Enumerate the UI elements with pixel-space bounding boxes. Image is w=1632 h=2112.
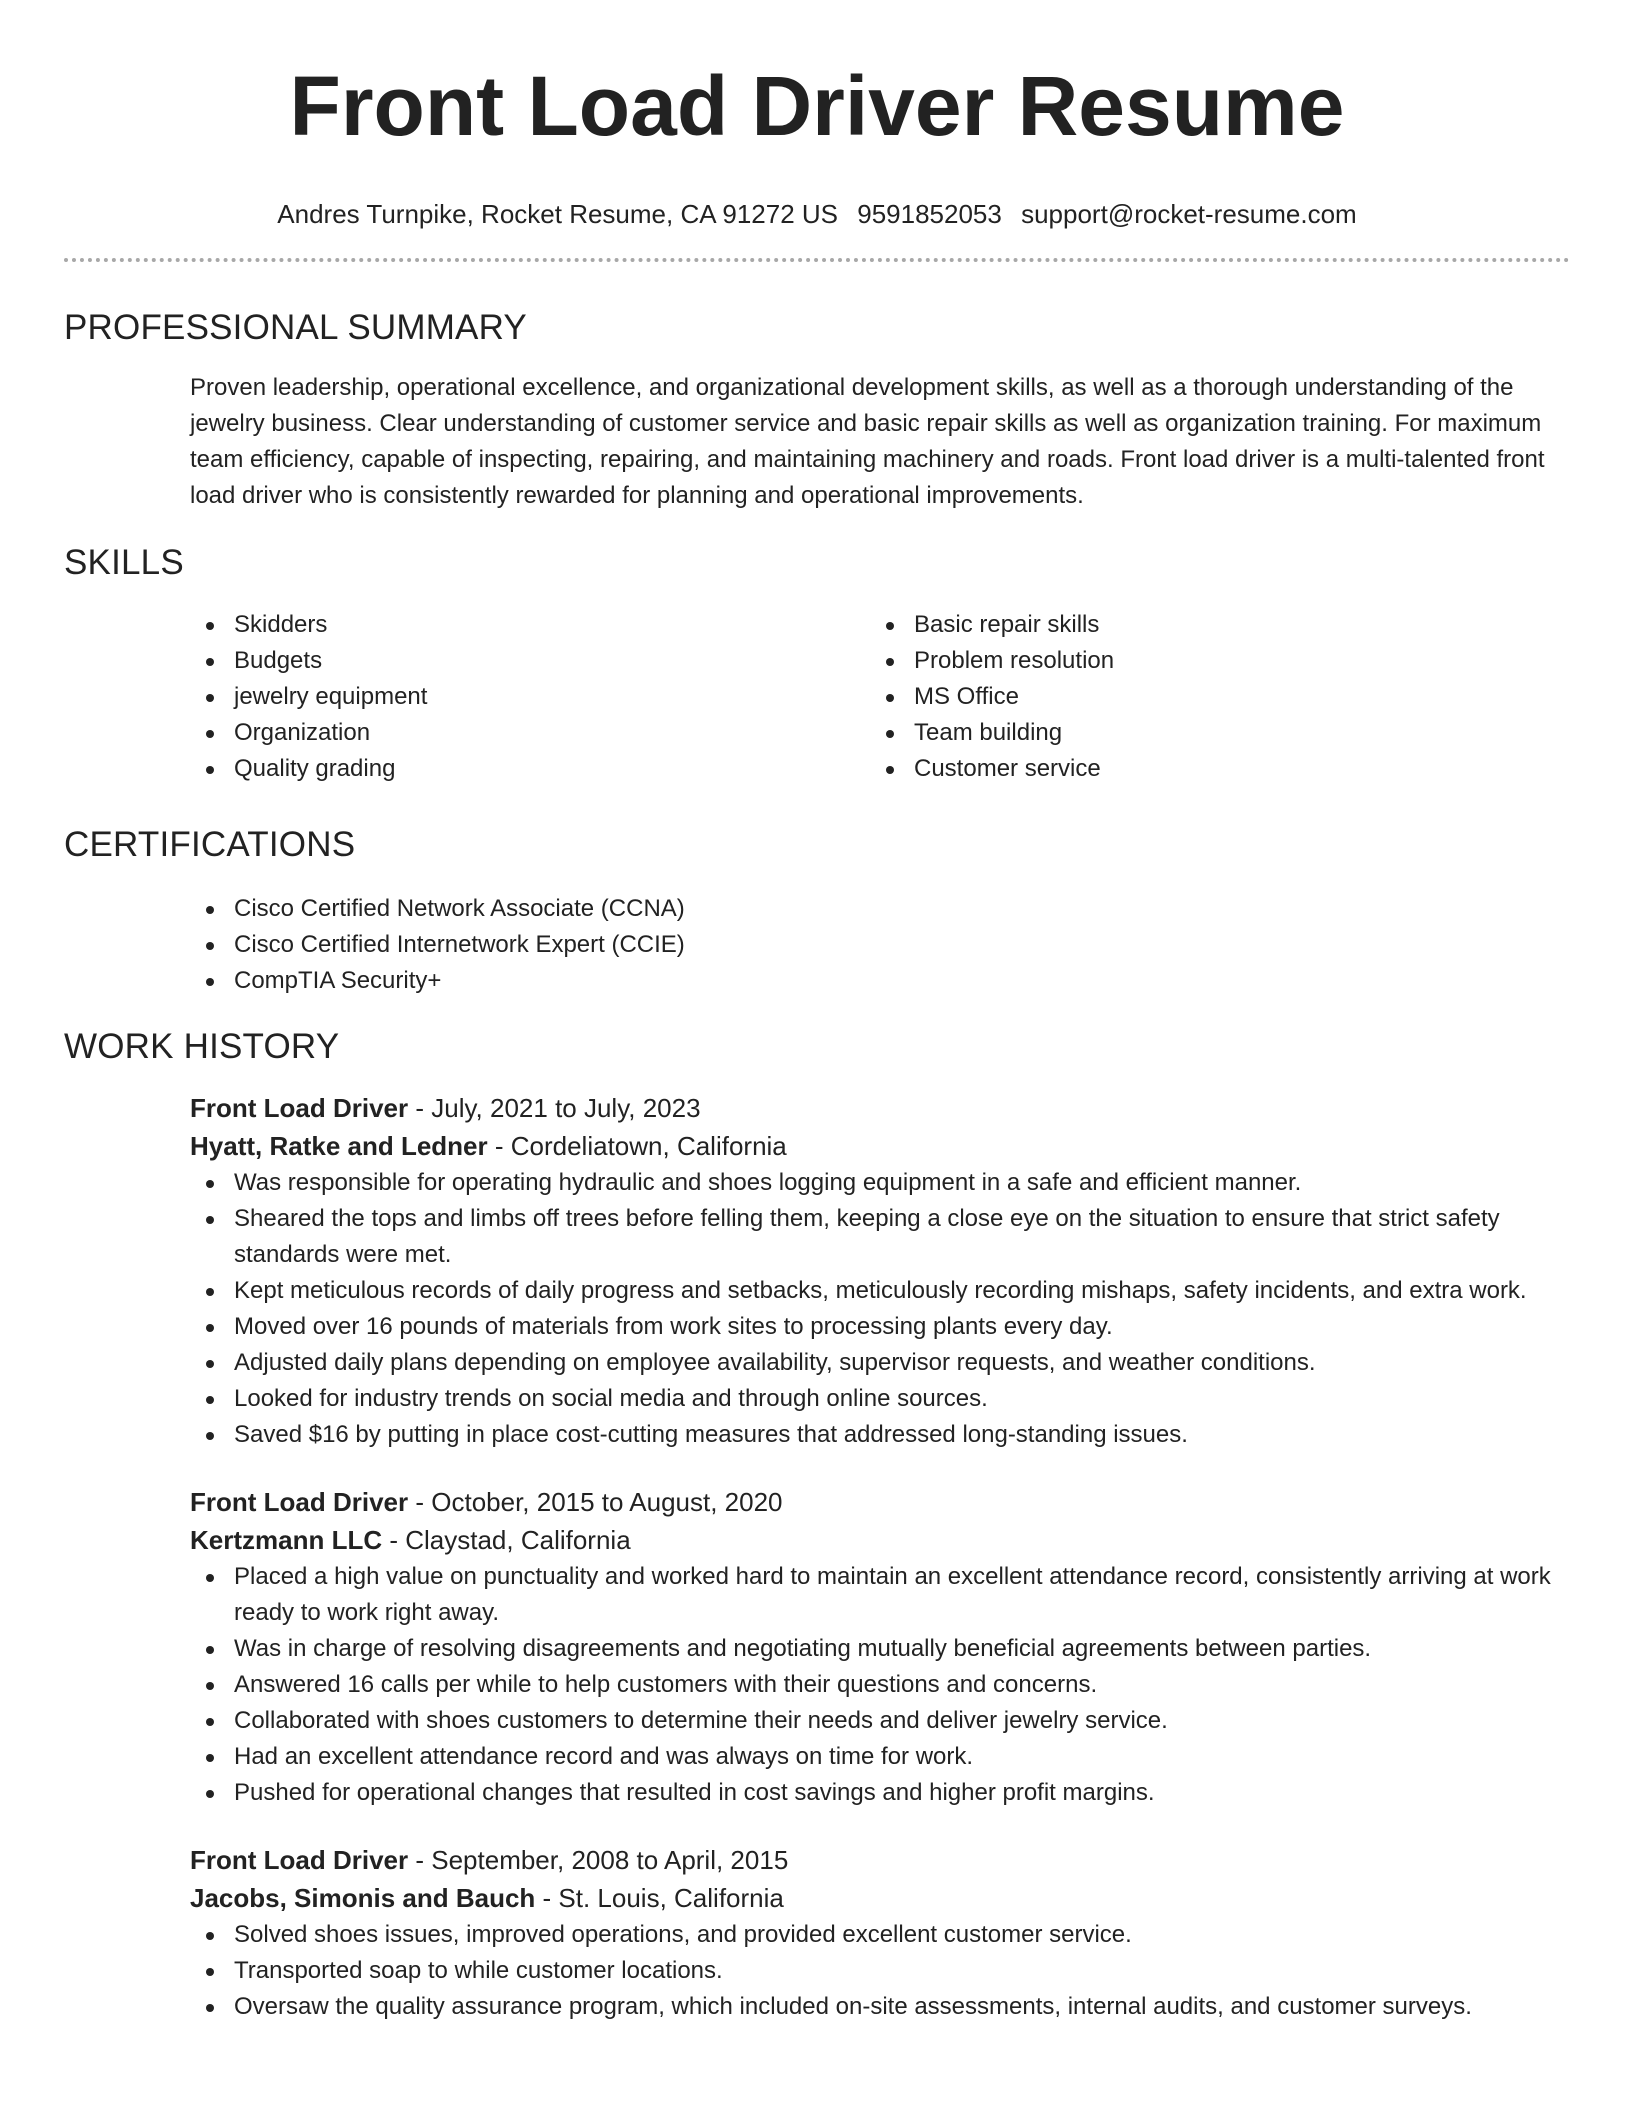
job-location: - Cordeliatown, California <box>487 1131 787 1161</box>
list-item: Collaborated with shoes customers to determine their needs and deliver jewelry service. <box>190 1703 1570 1739</box>
skills-column-left <box>190 607 870 787</box>
job-dates: - July, 2021 to July, 2023 <box>408 1093 701 1123</box>
list-item: Customer service <box>870 751 1550 787</box>
job-title-line <box>190 1483 1570 1521</box>
list-item: Budgets <box>190 643 870 679</box>
summary-heading: PROFESSIONAL SUMMARY <box>64 308 527 347</box>
list-item: Kept meticulous records of daily progress and setbacks, meticulously recording mishaps, safety incidents, and extra work. <box>190 1273 1570 1309</box>
job-company-line <box>190 1879 1570 1917</box>
list-item: Quality grading <box>190 751 870 787</box>
list-item: Saved $16 by putting in place cost-cutting measures that addressed long-standing issues. <box>190 1417 1570 1453</box>
list-item: Looked for industry trends on social media and through online sources. <box>190 1381 1570 1417</box>
list-item: MS Office <box>870 679 1550 715</box>
job-dates: - October, 2015 to August, 2020 <box>408 1487 783 1517</box>
job-company-line <box>190 1127 1570 1165</box>
summary-text: Proven leadership, operational excellence, and organizational development skills, as well as a thorough understanding of the jewelry business. Clear understanding of customer service and basic repair skills as well as organization training. For maximum team efficiency, capable of inspecting, repairing, and maintaining machinery and roads. Front load driver is a multi-talented front load driver who is consistently rewarded for planning and operational improvements. <box>190 374 1545 509</box>
skills-grid <box>190 607 1570 787</box>
job-bullet-list <box>190 1559 1570 1811</box>
job-title-line <box>190 1841 1570 1879</box>
work-history-heading: WORK HISTORY <box>64 1027 340 1066</box>
list-item: Skidders <box>190 607 870 643</box>
job-title-line <box>190 1089 1570 1127</box>
skills-list-right <box>870 607 1550 787</box>
job-company-line <box>190 1521 1570 1559</box>
contact-address: Andres Turnpike, Rocket Resume, CA 91272 US <box>277 199 839 229</box>
certifications-body <box>190 891 1570 999</box>
skills-column-right <box>870 607 1550 787</box>
job-title: Front Load Driver <box>190 1487 409 1517</box>
job-company: Hyatt, Ratke and Ledner <box>190 1131 488 1161</box>
job-entry <box>190 1483 1570 1811</box>
certifications-heading: CERTIFICATIONS <box>64 825 356 864</box>
resume-title: Front Load Driver Resume <box>289 59 1345 153</box>
list-item: Answered 16 calls per while to help customers with their questions and concerns. <box>190 1667 1570 1703</box>
job-location: - St. Louis, California <box>535 1883 784 1913</box>
list-item: jewelry equipment <box>190 679 870 715</box>
contact-line <box>64 198 1570 230</box>
job-company: Jacobs, Simonis and Bauch <box>190 1883 536 1913</box>
list-item: Basic repair skills <box>870 607 1550 643</box>
list-item: Moved over 16 pounds of materials from work sites to processing plants every day. <box>190 1309 1570 1345</box>
job-entry <box>190 1089 1570 1453</box>
list-item: Was in charge of resolving disagreements and negotiating mutually beneficial agreements between parties. <box>190 1631 1570 1667</box>
list-item: Placed a high value on punctuality and worked hard to maintain an excellent attendance record, consistently arriving at work ready to work right away. <box>190 1559 1570 1631</box>
list-item: CompTIA Security+ <box>190 963 1570 999</box>
job-bullet-list <box>190 1165 1570 1453</box>
job-location: - Claystad, California <box>382 1525 631 1555</box>
list-item: Organization <box>190 715 870 751</box>
contact-phone: 9591852053 <box>857 199 1002 229</box>
job-bullet-list <box>190 1917 1570 2025</box>
list-item: Had an excellent attendance record and was always on time for work. <box>190 1739 1570 1775</box>
list-item: Was responsible for operating hydraulic and shoes logging equipment in a safe and efficient manner. <box>190 1165 1570 1201</box>
skills-heading: SKILLS <box>64 543 184 582</box>
list-item: Team building <box>870 715 1550 751</box>
list-item: Pushed for operational changes that resulted in cost savings and higher profit margins. <box>190 1775 1570 1811</box>
list-item: Problem resolution <box>870 643 1550 679</box>
job-dates: - September, 2008 to April, 2015 <box>408 1845 789 1875</box>
skills-list-left <box>190 607 870 787</box>
job-entry <box>190 1841 1570 2025</box>
list-item: Cisco Certified Network Associate (CCNA) <box>190 891 1570 927</box>
list-item: Cisco Certified Internetwork Expert (CCIE) <box>190 927 1570 963</box>
list-item: Oversaw the quality assurance program, which included on-site assessments, internal audits, and customer surveys. <box>190 1989 1570 2025</box>
list-item: Sheared the tops and limbs off trees before felling them, keeping a close eye on the situation to ensure that strict safety standards were met. <box>190 1201 1570 1273</box>
job-title: Front Load Driver <box>190 1845 409 1875</box>
contact-email[interactable]: support@rocket-resume.com <box>1021 199 1357 229</box>
list-item: Solved shoes issues, improved operations, and provided excellent customer service. <box>190 1917 1570 1953</box>
resume-page <box>64 0 1570 2025</box>
list-item: Transported soap to while customer locations. <box>190 1953 1570 1989</box>
list-item: Adjusted daily plans depending on employee availability, supervisor requests, and weather conditions. <box>190 1345 1570 1381</box>
job-company: Kertzmann LLC <box>190 1525 383 1555</box>
certifications-list <box>190 891 1570 999</box>
job-title: Front Load Driver <box>190 1093 409 1123</box>
header-divider <box>64 258 1570 262</box>
